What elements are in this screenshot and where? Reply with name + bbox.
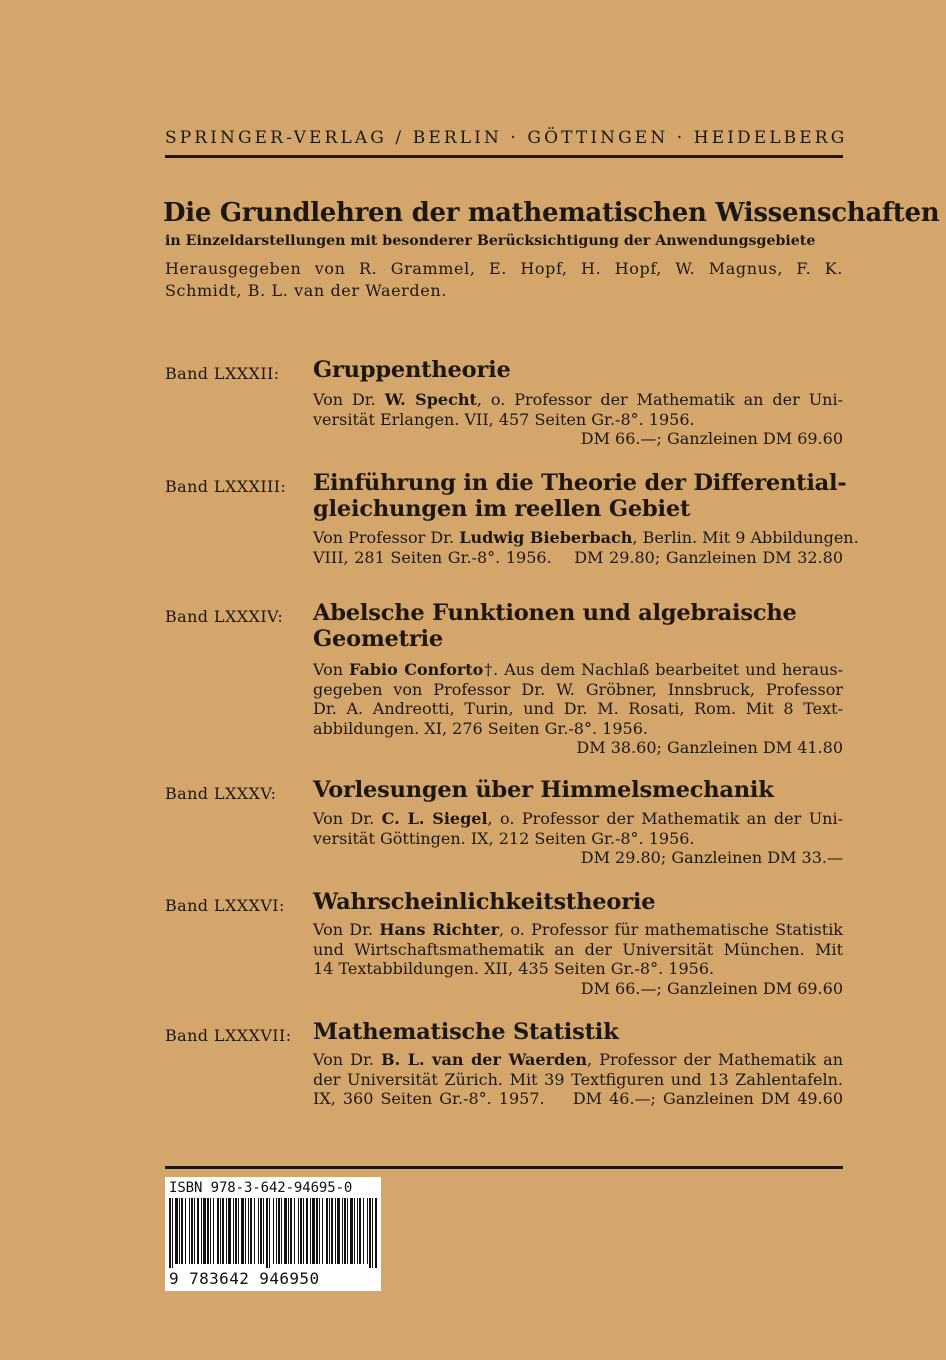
barcode-bar bbox=[278, 1198, 280, 1264]
barcode-bar bbox=[220, 1198, 221, 1264]
barcode-bar bbox=[354, 1198, 355, 1264]
description-text: , o. Professor der Mathematik an der Uni- bbox=[476, 390, 844, 409]
barcode-bar bbox=[235, 1198, 237, 1264]
series-subtitle: in Einzeldarstellungen mit besonderer Berücksichtigung der Anwendungsgebiete bbox=[165, 233, 816, 249]
barcode-bar bbox=[266, 1198, 268, 1268]
barcode-bar bbox=[241, 1198, 244, 1264]
barcode-bar bbox=[175, 1198, 178, 1264]
barcode-bar bbox=[372, 1198, 373, 1268]
book-description bbox=[313, 920, 843, 998]
isbn-label: ISBN 978-3-642-94695-0 bbox=[169, 1180, 353, 1196]
editors bbox=[165, 258, 843, 302]
barcode-bar bbox=[303, 1198, 304, 1264]
barcode-bar bbox=[322, 1198, 323, 1264]
barcode-bar bbox=[191, 1198, 193, 1264]
barcode-bar bbox=[201, 1198, 202, 1264]
barcode-bar bbox=[169, 1198, 171, 1268]
description-text: versität Göttingen. IX, 212 Seiten Gr.-8°. 1956. bbox=[313, 828, 695, 848]
description-line bbox=[313, 920, 843, 940]
barcode-bar bbox=[357, 1198, 358, 1264]
book-description bbox=[313, 809, 843, 868]
barcode-bar bbox=[281, 1198, 282, 1264]
book-description bbox=[313, 1050, 843, 1109]
book-description bbox=[313, 660, 843, 758]
description-text: , Professor der Mathematik an bbox=[587, 1050, 844, 1069]
band-label: Band LXXXVII: bbox=[165, 1026, 292, 1045]
barcode-bar bbox=[273, 1198, 274, 1264]
band-label: Band LXXXVI: bbox=[165, 896, 285, 915]
description-line bbox=[313, 719, 843, 739]
description-line bbox=[313, 699, 843, 719]
barcode-bar bbox=[194, 1198, 195, 1264]
barcode-bar bbox=[319, 1198, 320, 1264]
book-title: Einführung in die Theorie der Differential- bbox=[313, 470, 847, 496]
barcode-bar bbox=[245, 1198, 246, 1264]
description-text: DM 66.—; Ganzleinen DM 69.60 bbox=[580, 978, 843, 998]
description-text: DM 29.80; Ganzleinen DM 33.— bbox=[580, 848, 843, 867]
band-label: Band LXXXIV: bbox=[165, 607, 284, 626]
description-text: Von Dr. bbox=[313, 1050, 382, 1069]
barcode-bar bbox=[363, 1198, 364, 1264]
editors-line-1: Herausgegeben von R. Grammel, E. Hopf, H. Hopf, W. Magnus, F. K. bbox=[165, 259, 843, 278]
description-text: , o. Professor für mathematische Statistik bbox=[499, 920, 844, 939]
barcode-bar bbox=[254, 1198, 255, 1264]
barcode-bar bbox=[329, 1198, 330, 1264]
barcode-bar bbox=[312, 1198, 315, 1264]
author-name: Hans Richter bbox=[379, 920, 500, 939]
barcode-bar bbox=[337, 1198, 340, 1264]
barcode-bar bbox=[189, 1198, 190, 1264]
description-line bbox=[313, 738, 843, 758]
barcode-bar bbox=[298, 1198, 299, 1264]
book-title: Geometrie bbox=[313, 626, 443, 652]
description-text: gegeben von Professor Dr. W. Gröbner, Innsbruck, Professor bbox=[313, 679, 843, 699]
description-line bbox=[313, 1070, 843, 1090]
editors-line-2: Schmidt, B. L. van der Waerden. bbox=[165, 281, 447, 300]
barcode-bar bbox=[263, 1198, 264, 1264]
barcode-bar bbox=[294, 1198, 295, 1264]
description-line bbox=[313, 680, 843, 700]
barcode-bar bbox=[260, 1198, 262, 1264]
barcode-bar bbox=[203, 1198, 206, 1264]
barcode-bar bbox=[226, 1198, 227, 1264]
description-text: DM 66.—; Ganzleinen DM 69.60 bbox=[580, 429, 843, 448]
barcode-bar bbox=[258, 1198, 259, 1264]
description-line bbox=[313, 829, 843, 849]
barcode-bar bbox=[207, 1198, 209, 1264]
barcode-bar bbox=[310, 1198, 311, 1264]
book-title: Gruppentheorie bbox=[313, 357, 511, 383]
book-title: gleichungen im reellen Gebiet bbox=[313, 496, 691, 522]
description-line bbox=[313, 1050, 843, 1070]
author-name: Ludwig Bieberbach bbox=[459, 528, 633, 547]
description-text: DM 38.60; Ganzleinen DM 41.80 bbox=[576, 738, 843, 757]
description-line bbox=[313, 429, 843, 449]
description-text: Dr. A. Andreotti, Turin, und Dr. M. Rosati, Rom. Mit 8 Text- bbox=[313, 699, 843, 718]
description-line bbox=[313, 548, 843, 568]
barcode-bar bbox=[359, 1198, 361, 1264]
description-text: , o. Professor der Mathematik an der Uni- bbox=[487, 809, 844, 828]
top-rule bbox=[165, 155, 843, 158]
description-line bbox=[313, 528, 859, 548]
barcode-bar bbox=[342, 1198, 343, 1264]
description-line bbox=[313, 979, 843, 999]
barcode-icon bbox=[169, 1198, 377, 1268]
barcode-bar bbox=[316, 1198, 318, 1264]
barcode-digits: 9 783642 946950 bbox=[169, 1269, 320, 1288]
barcode-bar bbox=[250, 1198, 252, 1264]
barcode-bar bbox=[248, 1198, 249, 1264]
description-text: Von Professor Dr. bbox=[313, 528, 460, 547]
description-line bbox=[313, 940, 843, 960]
barcode-bar bbox=[228, 1198, 231, 1264]
description-text: VIII, 281 Seiten Gr.-8°. 1956. DM 29.80; Ganzleinen DM 32.80 bbox=[313, 547, 843, 567]
barcode-bar bbox=[306, 1198, 308, 1264]
barcode-bar bbox=[290, 1198, 292, 1264]
barcode-bar bbox=[276, 1198, 277, 1264]
book-title: Mathematische Statistik bbox=[313, 1019, 619, 1045]
description-text: 14 Textabbildungen. XII, 435 Seiten Gr.-8°. 1956. bbox=[313, 959, 715, 978]
barcode-bar bbox=[238, 1198, 239, 1264]
description-line bbox=[313, 959, 843, 979]
description-line bbox=[313, 848, 843, 868]
description-text: IX, 360 Seiten Gr.-8°. 1957. DM 46.—; Ganzleinen DM 49.60 bbox=[313, 1089, 843, 1108]
barcode-bar bbox=[172, 1198, 173, 1268]
description-text: versität Erlangen. VII, 457 Seiten Gr.-8°. 1956. bbox=[313, 409, 695, 429]
description-text: Von Dr. bbox=[313, 390, 385, 409]
description-line bbox=[313, 1089, 843, 1109]
description-line bbox=[313, 809, 843, 829]
band-label: Band LXXXV: bbox=[165, 784, 277, 803]
barcode-bar bbox=[222, 1198, 224, 1264]
barcode-bar bbox=[350, 1198, 353, 1264]
description-text: †. Aus dem Nachlaß bearbeitet und heraus- bbox=[483, 660, 844, 679]
description-text: abbildungen. XI, 276 Seiten Gr.-8°. 1956. bbox=[313, 718, 648, 738]
book-description bbox=[313, 528, 859, 567]
author-name: C. L. Siegel bbox=[381, 809, 488, 828]
barcode-bar bbox=[181, 1198, 183, 1264]
bottom-rule bbox=[165, 1166, 843, 1169]
series-title: Die Grundlehren der mathematischen Wissenschaften bbox=[163, 198, 940, 228]
description-line bbox=[313, 660, 843, 680]
barcode-bar bbox=[288, 1198, 289, 1264]
barcode-bar bbox=[217, 1198, 219, 1264]
description-text: , Berlin. Mit 9 Abbildungen. bbox=[632, 528, 859, 547]
description-line bbox=[313, 410, 843, 430]
description-text: Von Dr. bbox=[313, 809, 382, 828]
author-name: W. Specht bbox=[384, 390, 477, 409]
barcode-bar bbox=[347, 1198, 348, 1264]
barcode-bar bbox=[300, 1198, 302, 1264]
description-text: Von bbox=[313, 660, 350, 679]
author-name: B. L. van der Waerden bbox=[381, 1050, 588, 1069]
barcode-bar bbox=[367, 1198, 368, 1264]
barcode-bar bbox=[326, 1198, 328, 1264]
isbn-barcode-box bbox=[165, 1177, 381, 1291]
barcode-bar bbox=[331, 1198, 333, 1264]
book-description bbox=[313, 390, 843, 449]
barcode-bar bbox=[233, 1198, 234, 1264]
barcode-bar bbox=[213, 1198, 214, 1264]
barcode-bar bbox=[375, 1198, 377, 1268]
book-title: Wahrscheinlichkeitstheorie bbox=[313, 889, 656, 915]
book-title: Abelsche Funktionen und algebraische bbox=[313, 600, 797, 626]
description-line bbox=[313, 390, 843, 410]
barcode-bar bbox=[185, 1198, 186, 1264]
barcode-bar bbox=[344, 1198, 346, 1264]
barcode-bar bbox=[335, 1198, 336, 1264]
book-title: Vorlesungen über Himmelsmechanik bbox=[313, 777, 774, 803]
barcode-bar bbox=[269, 1198, 270, 1268]
description-text: der Universität Zürich. Mit 39 Textfiguren und 13 Zahlentafeln. bbox=[313, 1069, 843, 1089]
barcode-bar bbox=[284, 1198, 287, 1264]
description-text: und Wirtschaftsmathematik an der Universität München. Mit bbox=[313, 939, 843, 959]
barcode-bar bbox=[210, 1198, 211, 1264]
band-label: Band LXXXII: bbox=[165, 364, 280, 383]
description-text: Von Dr. bbox=[313, 920, 380, 939]
barcode-bar bbox=[369, 1198, 371, 1268]
publisher-line: SPRINGER-VERLAG / BERLIN · GÖTTINGEN · HEIDELBERG bbox=[165, 128, 848, 148]
barcode-bar bbox=[197, 1198, 199, 1264]
barcode-bar bbox=[179, 1198, 180, 1264]
band-label: Band LXXXIII: bbox=[165, 477, 287, 496]
author-name: Fabio Conforto bbox=[349, 660, 484, 679]
